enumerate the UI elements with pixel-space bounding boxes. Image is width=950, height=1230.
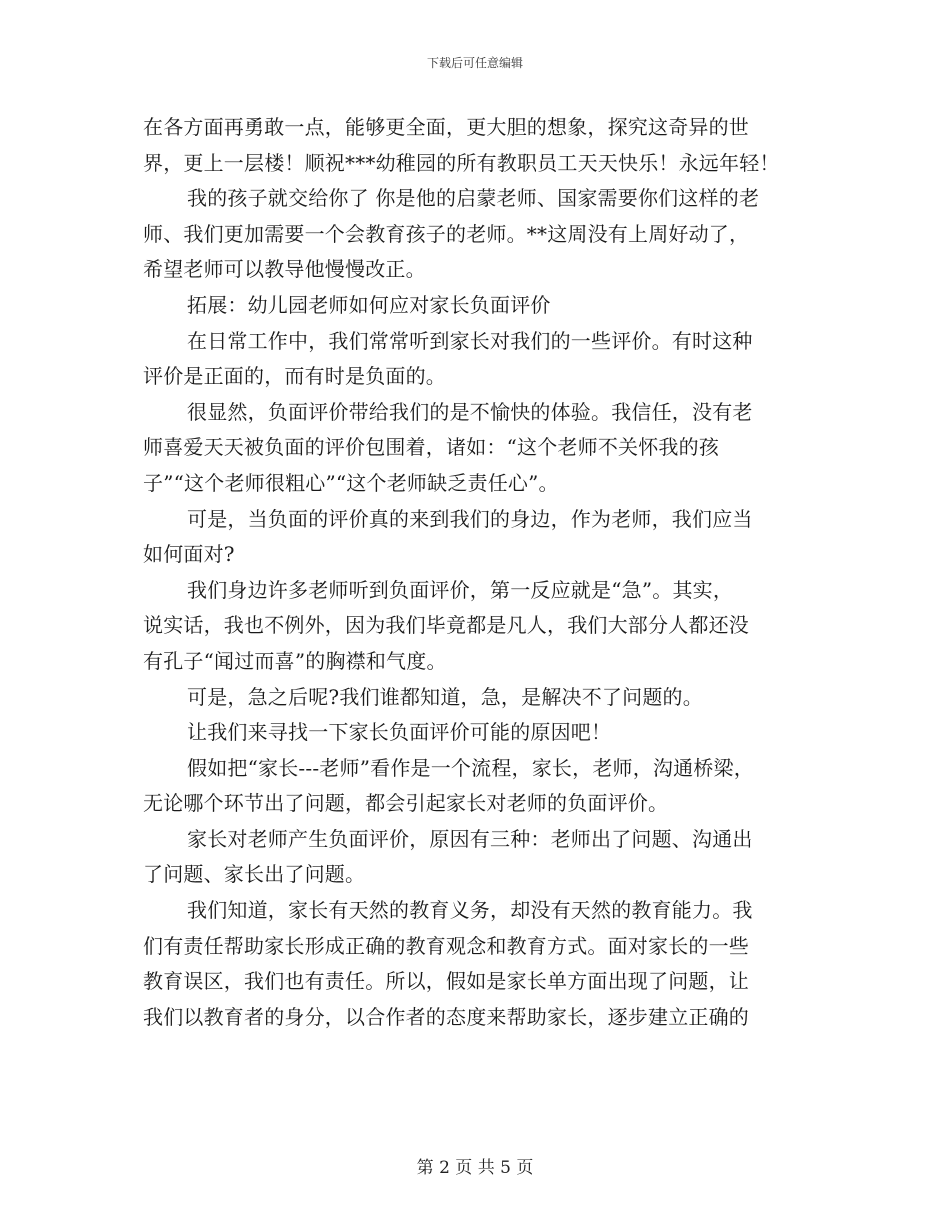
text-line: 评价是正面的，而有时是负面的。	[143, 364, 446, 389]
text-line: 很显然，负面评价带给我们的是不愉快的体验。我信任，没有老	[187, 399, 753, 424]
text-line: 可是，急之后呢?我们谁都知道，急，是解决不了问题的。	[187, 684, 703, 709]
text-line: 家长对老师产生负面评价，原因有三种：老师出了问题、沟通出	[187, 826, 753, 851]
page-header-note: 下载后可任意编辑	[426, 56, 523, 70]
text-line: 界，更上一层楼！顺祝***幼稚园的所有教职员工天天快乐！永远年轻！	[143, 150, 780, 175]
text-line: 师喜爱天天被负面的评价包围着，诸如：“这个老师不关怀我的孩	[143, 435, 720, 460]
page-number-footer: 第 2 页 共 5 页	[416, 1158, 534, 1178]
text-line: 在各方面再勇敢一点，能够更全面，更大胆的想象，探究这奇异的世	[143, 115, 749, 139]
text-line: 让我们来寻找一下家长负面评价可能的原因吧！	[187, 720, 612, 745]
text-line: 我们身边许多老师听到负面评价，第一反应就是“急”。其实，	[187, 577, 734, 602]
text-line: 希望老师可以教导他慢慢改正。	[143, 257, 426, 282]
document-body	[143, 110, 823, 1035]
text-line: 说实话，我也不例外，因为我们毕竟都是凡人，我们大部分人都还没	[143, 613, 749, 638]
text-line: 我们以教育者的身分，以合作者的态度来帮助家长，逐步建立正确的	[143, 1004, 749, 1029]
text-line: 师、我们更加需要一个会教育孩子的老师。**这周没有上周好动了，	[143, 221, 750, 246]
text-line: 可是，当负面的评价真的来到我们的身边，作为老师，我们应当	[187, 506, 753, 531]
text-line: 子”“这个老师很粗心”“这个老师缺乏责任心”。	[143, 470, 559, 495]
text-line: 有孔子“闻过而喜”的胸襟和气度。	[143, 648, 447, 673]
text-line: 无论哪个环节出了问题，都会引起家长对老师的负面评价。	[143, 791, 669, 816]
text-line: 假如把“家长---老师”看作是一个流程，家长，老师，沟通桥梁，	[187, 755, 754, 780]
text-line: 我的孩子就交给你了 你是他的启蒙老师、国家需要你们这样的老	[187, 186, 760, 211]
text-line: 拓展：幼儿园老师如何应对家长负面评价	[187, 292, 551, 317]
text-line: 教育误区，我们也有责任。所以，假如是家长单方面出现了问题，让	[143, 969, 749, 994]
text-line: 了问题、家长出了问题。	[143, 862, 366, 887]
text-line: 们有责任帮助家长形成正确的教育观念和教育方式。面对家长的一些	[143, 933, 749, 958]
text-line: 在日常工作中，我们常常听到家长对我们的一些评价。有时这种	[187, 328, 753, 353]
text-line: 如何面对?	[143, 542, 235, 567]
text-line: 我们知道，家长有天然的教育义务，却没有天然的教育能力。我	[187, 898, 753, 923]
